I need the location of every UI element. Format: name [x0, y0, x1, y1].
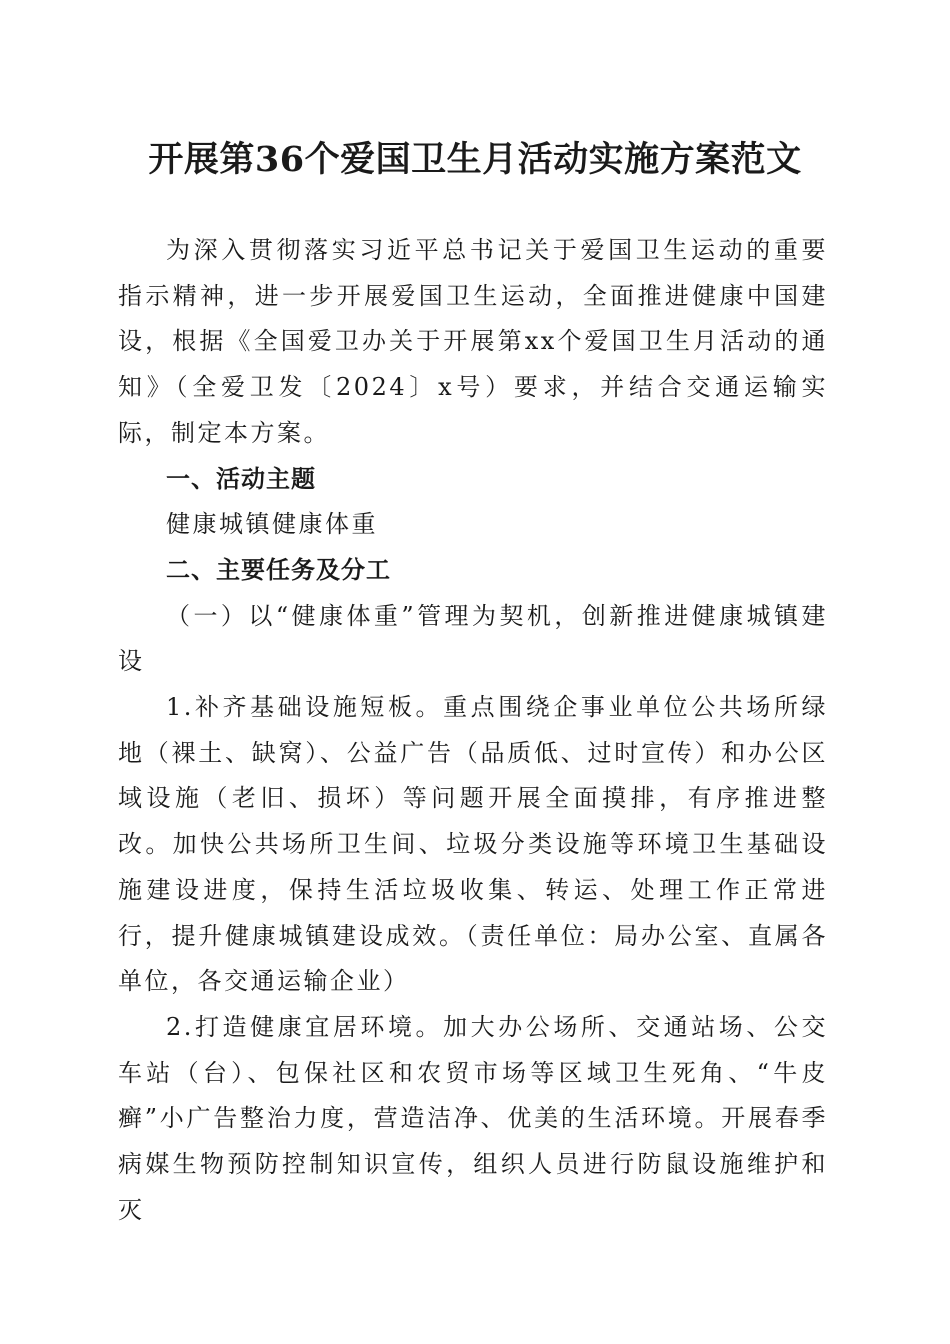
document-body	[118, 228, 828, 1233]
section-heading-tasks: 二、主要任务及分工	[166, 555, 391, 584]
document-title: 开展第36个爱国卫生月活动实施方案范文	[148, 139, 802, 180]
task-item-1: 1.补齐基础设施短板。重点围绕企事业单位公共场所绿地（裸土、缺窝）、公益广告（品质低、过时宣传）和办公区域设施（老旧、损坏）等问题开展全面摸排，有序推进整改。加快公共场所卫生间、垃圾分类设施等环境卫生基础设施建设进度，保持生活垃圾收集、转运、处理工作正常进行，提升健康城镇建设成效。（责任单位：局办公室、直属各单位，各交通运输企业）	[118, 693, 828, 996]
theme-paragraph: 健康城镇健康体重	[166, 510, 378, 539]
section-heading-theme: 一、活动主题	[166, 464, 316, 493]
task-item-2: 2.打造健康宜居环境。加大办公场所、交通站场、公交车站（台）、包保社区和农贸市场等区域卫生死角、“牛皮癣”小广告整治力度，营造洁净、优美的生活环境。开展春季病媒生物预防控制知识宣传，组织人员进行防鼠设施维护和灭	[118, 1012, 828, 1224]
subheading-health-town: （一）以“健康体重”管理为契机，创新推进健康城镇建设	[118, 601, 828, 676]
intro-paragraph: 为深入贯彻落实习近平总书记关于爱国卫生运动的重要指示精神，进一步开展爱国卫生运动，全面推进健康中国建设，根据《全国爱卫办关于开展第xx个爱国卫生月活动的通知》（全爱卫发〔2024〕x号）要求，并结合交通运输实际，制定本方案。	[118, 236, 828, 447]
